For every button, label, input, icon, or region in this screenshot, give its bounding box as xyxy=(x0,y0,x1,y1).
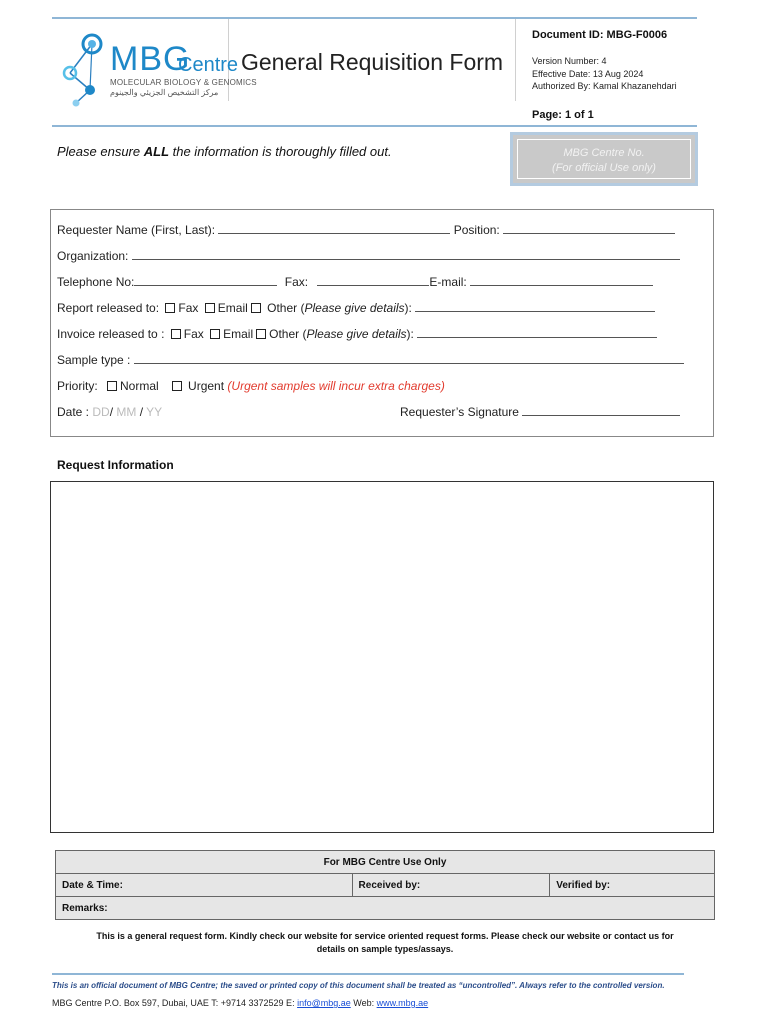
row-invoice-released xyxy=(57,327,657,341)
signature-label: Requester’s Signature xyxy=(400,405,519,419)
report-email-checkbox[interactable] xyxy=(205,303,215,313)
footer-address: MBG Centre P.O. Box 597, Dubai, UAE T: +9714 3372529 E: xyxy=(52,998,298,1008)
date-year-placeholder[interactable]: YY xyxy=(146,405,163,419)
sample-type-field[interactable] xyxy=(134,353,684,364)
date-day-placeholder[interactable]: DD xyxy=(92,405,110,419)
requester-name-label: Requester Name (First, Last): xyxy=(57,223,216,237)
header-top-rule xyxy=(52,17,697,19)
request-information-title: Request Information xyxy=(57,458,174,472)
date-month-placeholder[interactable]: MM xyxy=(116,405,137,419)
requester-name-field[interactable] xyxy=(218,223,450,234)
row-report-released xyxy=(57,301,655,315)
header-divider-right xyxy=(515,19,516,101)
telephone-field[interactable] xyxy=(134,275,277,286)
invoice-email-label: Email xyxy=(223,327,254,341)
row-priority xyxy=(57,379,445,393)
footer-email-link[interactable]: info@mbg.ae xyxy=(297,998,351,1008)
urgent-charges-note: (Urgent samples will incur extra charges) xyxy=(227,379,445,393)
form-title: General Requisition Form xyxy=(241,49,504,75)
signature-field[interactable] xyxy=(522,405,680,416)
authorized-by: Authorized By: Kamal Khazanehdari xyxy=(532,81,677,91)
official-box-line1: MBG Centre No. xyxy=(563,147,645,159)
telephone-label: Telephone No: xyxy=(57,275,135,289)
instruction-prefix: Please ensure xyxy=(57,144,144,159)
footer-web-label: Web: xyxy=(350,998,377,1008)
priority-urgent-checkbox[interactable] xyxy=(172,381,182,391)
row-contact xyxy=(57,275,653,289)
date-label: Date : xyxy=(57,405,90,419)
instruction-suffix: the information is thoroughly filled out. xyxy=(169,144,392,159)
office-date-time-cell[interactable]: Date & Time: xyxy=(56,874,353,897)
document-id: Document ID: MBG-F0006 xyxy=(532,29,668,41)
office-remarks-cell[interactable]: Remarks: xyxy=(56,897,715,920)
effective-date: Effective Date: 13 Aug 2024 xyxy=(532,69,644,79)
logo-subtitle-en: MOLECULAR BIOLOGY & GENOMICS xyxy=(110,78,257,87)
priority-label: Priority: xyxy=(57,379,98,393)
invoice-other-label: Other ( xyxy=(269,327,307,341)
instruction-emphasis: ALL xyxy=(143,144,170,159)
requester-details-box xyxy=(50,209,714,437)
official-use-box xyxy=(510,132,698,186)
priority-normal-checkbox[interactable] xyxy=(107,381,117,391)
general-request-note: This is a general request form. Kindly check our website for service oriented request forms. Please check our website or contact us for details on sample types/assays. xyxy=(96,931,674,954)
report-other-field[interactable] xyxy=(415,301,655,312)
report-other-checkbox[interactable] xyxy=(251,303,261,313)
priority-urgent-label: Urgent xyxy=(188,379,225,393)
position-label: Position: xyxy=(453,223,500,237)
invoice-email-checkbox[interactable] xyxy=(210,329,220,339)
row-name-position xyxy=(57,223,675,237)
email-field[interactable] xyxy=(470,275,653,286)
footer-web-link[interactable]: www.mbg.ae xyxy=(376,998,429,1008)
organization-field[interactable] xyxy=(132,249,680,260)
office-use-title: For MBG Centre Use Only xyxy=(56,851,715,874)
row-date: Date : DD/ MM / YY xyxy=(57,405,163,419)
invoice-other-end: ): xyxy=(406,327,414,341)
email-label: E-mail: xyxy=(429,275,467,289)
priority-normal-label: Normal xyxy=(120,379,159,393)
invoice-fax-label: Fax xyxy=(183,327,204,341)
fax-label: Fax: xyxy=(284,275,309,289)
report-other-italic: Please give details xyxy=(304,301,405,315)
report-other-label: Other ( xyxy=(267,301,305,315)
invoice-other-italic: Please give details xyxy=(306,327,407,341)
footer-rule xyxy=(52,973,684,975)
invoice-fax-checkbox[interactable] xyxy=(171,329,181,339)
office-use-table xyxy=(55,850,715,920)
logo-brand-suffix: Centre xyxy=(178,54,239,76)
sample-type-label: Sample type : xyxy=(57,353,131,367)
report-fax-checkbox[interactable] xyxy=(165,303,175,313)
invoice-other-field[interactable] xyxy=(417,327,657,338)
office-verified-by-cell[interactable]: Verified by: xyxy=(550,874,715,897)
report-fax-label: Fax xyxy=(178,301,199,315)
row-signature xyxy=(400,405,680,419)
header-bottom-rule xyxy=(52,125,697,127)
official-box-line2: (For official Use only) xyxy=(552,162,656,174)
position-field[interactable] xyxy=(503,223,675,234)
invoice-other-checkbox[interactable] xyxy=(256,329,266,339)
report-email-label: Email xyxy=(217,301,248,315)
footer-contact xyxy=(52,998,428,1008)
report-released-label: Report released to: xyxy=(57,301,160,315)
request-information-textarea[interactable] xyxy=(50,481,714,833)
logo-subtitle-ar: مركز التشخيص الجزيئي والجينوم xyxy=(110,88,219,97)
report-other-end: ): xyxy=(404,301,412,315)
footer-official-note: This is an official document of MBG Centre; the saved or printed copy of this document shall be treated as “uncontrolled”. Always refer to the controlled version. xyxy=(52,981,665,990)
fax-field[interactable] xyxy=(317,275,429,286)
row-sample-type xyxy=(57,353,684,367)
version-number: Version Number: 4 xyxy=(532,56,607,66)
office-received-by-cell[interactable]: Received by: xyxy=(352,874,550,897)
logo-brand: MBG xyxy=(110,40,191,78)
invoice-released-label: Invoice released to : xyxy=(57,327,165,341)
instruction-text xyxy=(57,144,392,159)
page-number: Page: 1 of 1 xyxy=(532,109,594,121)
organization-label: Organization: xyxy=(57,249,129,263)
row-organization xyxy=(57,249,680,263)
